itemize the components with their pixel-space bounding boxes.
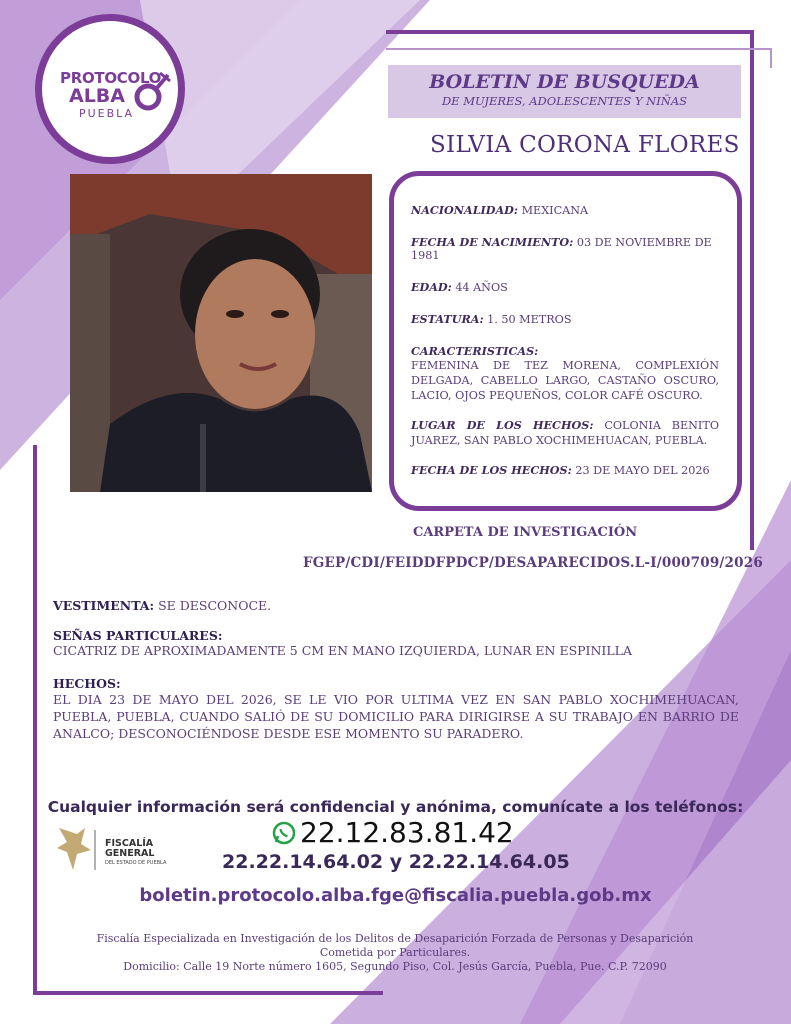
fiscalia-line2: GENERAL (105, 848, 155, 859)
hechos-value: EL DIA 23 DE MAYO DEL 2026, SE LE VIO POR ULTIMA VEZ EN SAN PABLO XOCHIMEHUACAN, PUEBLA, PUEBLA, CUANDO SALIÓ DE SU DOMICILIO PARA DIRIGIRSE A SU TRABAJO EN BARRIO DE ANALCO; DESCONOCIÉNDOSE DESDE ESE MOMENTO SU PARADERO. (53, 692, 739, 741)
fiscalia-line3: DEL ESTADO DE PUEBLA (105, 860, 167, 866)
hechos-block (53, 676, 739, 742)
fiscalia-emblem-icon (55, 824, 99, 874)
carpeta-number: FGEP/CDI/FEIDDFPDCP/DESAPARECIDOS.L-I/000709/2026 (303, 555, 763, 571)
edad-label: EDAD: (411, 280, 452, 294)
senas-block (53, 628, 632, 658)
lugar-block (411, 418, 719, 448)
lugar-label: LUGAR DE LOS HECHOS: (411, 418, 594, 432)
fiscalia-name (105, 839, 154, 859)
fiscalia-line1: FISCALÍA (105, 838, 154, 849)
lugar-value: COLONIA BENITO JUAREZ, SAN PABLO XOCHIMEHUACAN, PUEBLA. (411, 419, 719, 447)
logo-line3: PUEBLA (79, 107, 135, 120)
vestimenta-line (53, 598, 271, 613)
bottom-frame-bar (33, 991, 383, 995)
footer-line2: Cometida por Particulares. (319, 946, 471, 959)
nacimiento-row (411, 235, 719, 262)
main-phone[interactable] (272, 816, 514, 849)
caracteristicas-value: FEMENINA DE TEZ MORENA, COMPLEXIÓN DELGADA, CABELLO LARGO, CASTAÑO OSCURO, LACIO, OJOS PEQUEÑOS, COLOR CAFÉ OSCURO. (411, 359, 719, 402)
footer (60, 932, 730, 974)
nacimiento-value: 03 DE NOVIEMBRE DE 1981 (411, 236, 712, 262)
senas-label: SEÑAS PARTICULARES: (53, 628, 223, 643)
hechos-label: HECHOS: (53, 676, 121, 691)
contact-email[interactable]: boletin.protocolo.alba.fge@fiscalia.puebla.gob.mx (139, 885, 652, 906)
nacionalidad-row (411, 203, 719, 217)
nacionalidad-label: NACIONALIDAD: (411, 203, 519, 217)
edad-row (411, 280, 719, 294)
nacionalidad-value: MEXICANA (521, 204, 589, 217)
fiscalia-logo (55, 824, 185, 879)
estatura-value: 1. 50 METROS (487, 313, 572, 326)
confidential-notice: Cualquier información será confidencial y anónima, comunícate a los teléfonos: (47, 798, 744, 816)
estatura-row (411, 312, 719, 326)
vestimenta-value: SE DESCONOCE. (158, 598, 272, 613)
estatura-label: ESTATURA: (411, 312, 484, 326)
fecha-hechos-label: FECHA DE LOS HECHOS: (411, 463, 572, 477)
logo-line2: ALBA (69, 85, 125, 107)
footer-line3: Domicilio: Calle 19 Norte número 1605, Segundo Piso, Col. Jesús García, Puebla, Pue. C.P. 72090 (123, 960, 667, 973)
person-photo (70, 174, 372, 492)
secondary-phones[interactable]: 22.22.14.64.02 y 22.22.14.64.05 (222, 851, 570, 873)
edad-value: 44 AÑOS (455, 281, 508, 294)
person-name: SILVIA CORONA FLORES (430, 132, 740, 158)
nacimiento-label: FECHA DE NACIMIENTO: (411, 235, 574, 249)
main-phone-number: 22.12.83.81.42 (300, 816, 514, 849)
senas-value: CICATRIZ DE APROXIMADAMENTE 5 CM EN MANO IZQUIERDA, LUNAR EN ESPINILLA (53, 643, 632, 658)
fecha-hechos-row (411, 463, 719, 477)
bulletin-title-box (388, 65, 741, 118)
carpeta-label: CARPETA DE INVESTIGACIÓN (413, 525, 638, 540)
whatsapp-icon (272, 821, 296, 845)
personal-info-panel (389, 171, 742, 511)
bulletin-title: BOLETIN DE BUSQUEDA (429, 71, 700, 93)
bulletin-subtitle: DE MUJERES, ADOLESCENTES Y NIÑAS (441, 94, 688, 108)
vestimenta-label: VESTIMENTA: (53, 598, 155, 613)
protocolo-alba-logo (35, 14, 185, 164)
fecha-hechos-value: 23 DE MAYO DEL 2026 (575, 464, 710, 477)
caracteristicas-block (411, 344, 719, 403)
female-symbol-icon (132, 67, 172, 117)
lugar-line (411, 418, 719, 448)
footer-line1: Fiscalía Especializada en Investigación de los Delitos de Desaparición Forzada de Personas y Desaparición (96, 932, 694, 945)
logo-line1: PROTOCOLO (60, 69, 162, 87)
caracteristicas-label: CARACTERISTICAS: (411, 344, 539, 358)
left-frame-bar (33, 445, 37, 995)
